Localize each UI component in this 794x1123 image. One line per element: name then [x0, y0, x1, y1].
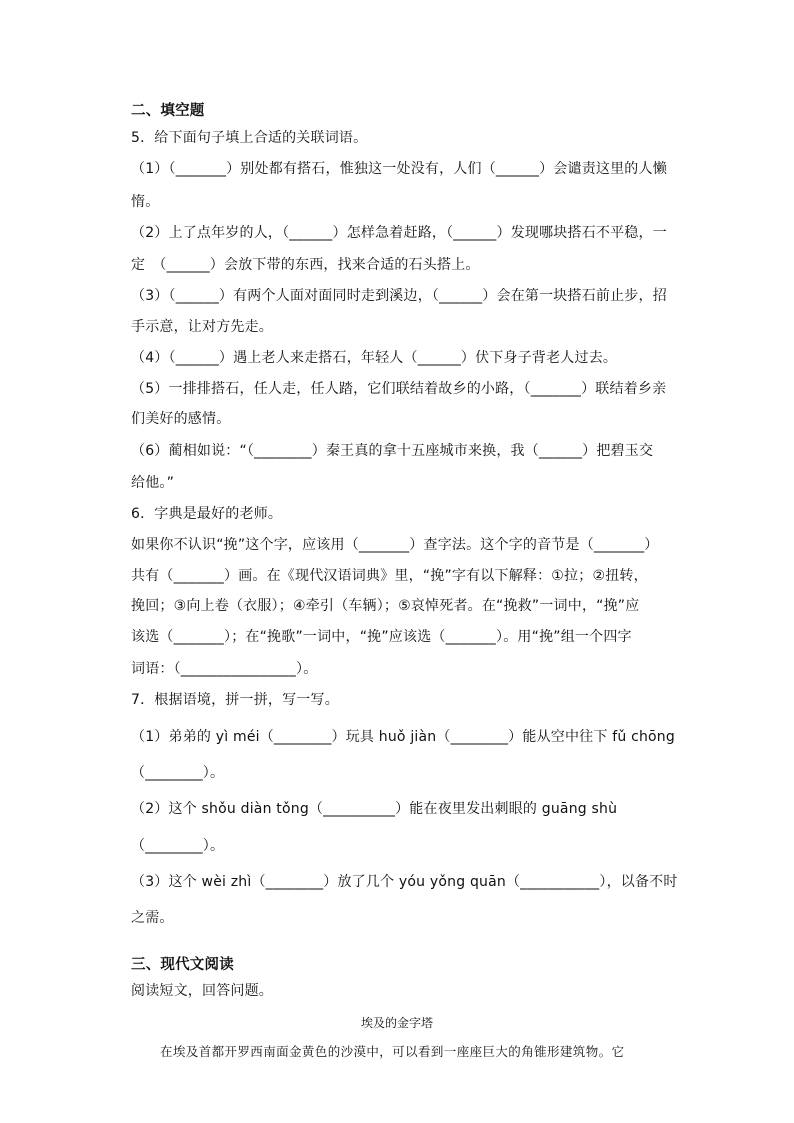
q7-line: （2）这个 shǒu diàn tǒng（__________）能在夜里发出刺眼的 guāng shù: [131, 801, 618, 817]
reading-instruction: 阅读短文，回答问题。: [131, 983, 273, 999]
section-title-fill-blank: 二、填空题: [131, 103, 205, 119]
q5-line: 给他。”: [131, 475, 175, 491]
q6-line: 该选（_______）；在“挽歌”一词中，“挽”应该选（_______）。用“挽”组一个四字: [131, 629, 632, 645]
q5-line: （4）（______）遇上老人来走搭石，年轻人（______）伏下身子背老人过去。: [131, 350, 618, 366]
question-7-stem: 7．根据语境，拼一拼，写一写。: [131, 692, 339, 708]
q7-line: 之需。: [131, 910, 174, 926]
q5-line: 惰。: [131, 194, 160, 210]
q5-line: （5）一排排搭石，任人走，任人踏，它们联结着故乡的小路，（_______）联结着乡亲: [131, 381, 667, 397]
question-6-stem: 6．字典是最好的老师。: [131, 506, 283, 522]
q6-line: 共有（_______）画。在《现代汉语词典》里，“挽”字有以下解释：①拉；②扭转，: [131, 568, 648, 584]
q5-line: 定 （______）会放下带的东西，找来合适的石头搭上。: [131, 257, 480, 273]
section-title-reading: 三、现代文阅读: [131, 957, 234, 973]
q7-line: （1）弟弟的 yì méi（________）玩具 huǒ jiàn（________）能从空中往下 fǔ chōng: [131, 729, 675, 745]
q5-line: （2）上了点年岁的人，（______）怎样急着赶路，（______）发现哪块搭石不平稳，一: [131, 225, 667, 241]
question-5-stem: 5．给下面句子填上合适的关联词语。: [131, 130, 368, 146]
article-paragraph: 在埃及首都开罗西南面金黄色的沙漠中，可以看到一座座巨大的角锥形建筑物。它: [160, 1044, 625, 1059]
q5-line: 手示意，让对方先走。: [131, 319, 273, 335]
q7-line: （________）。: [131, 765, 225, 781]
q6-line: 词语：（________________）。: [131, 661, 318, 677]
q5-line: （3）（______）有两个人面对面同时走到溪边，（______）会在第一块搭石前止步，招: [131, 288, 667, 304]
q5-line: （1）（_______）别处都有搭石，惟独这一处没有，人们（______）会谴责这里的人懒: [131, 161, 667, 177]
article-title: 埃及的金字塔: [360, 1016, 433, 1030]
q7-line: （3）这个 wèi zhì（________）放了几个 yóu yǒng quān（___________），以备不时: [131, 874, 678, 890]
q7-line: （________）。: [131, 838, 225, 854]
q6-line: 如果你不认识“挽”这个字，应该用（_______）查字法。这个字的音节是（_______）: [131, 537, 659, 553]
q6-line: 挽回；③向上卷（衣服）；④牵引（车辆）；⑤哀悼死者。在“挽救”一词中，“挽”应: [131, 598, 640, 614]
q5-line: （6）蔺相如说：“（________）秦王真的拿十五座城市来换，我（______）把碧玉交: [131, 443, 654, 459]
q5-line: 们美好的感情。: [131, 411, 231, 427]
